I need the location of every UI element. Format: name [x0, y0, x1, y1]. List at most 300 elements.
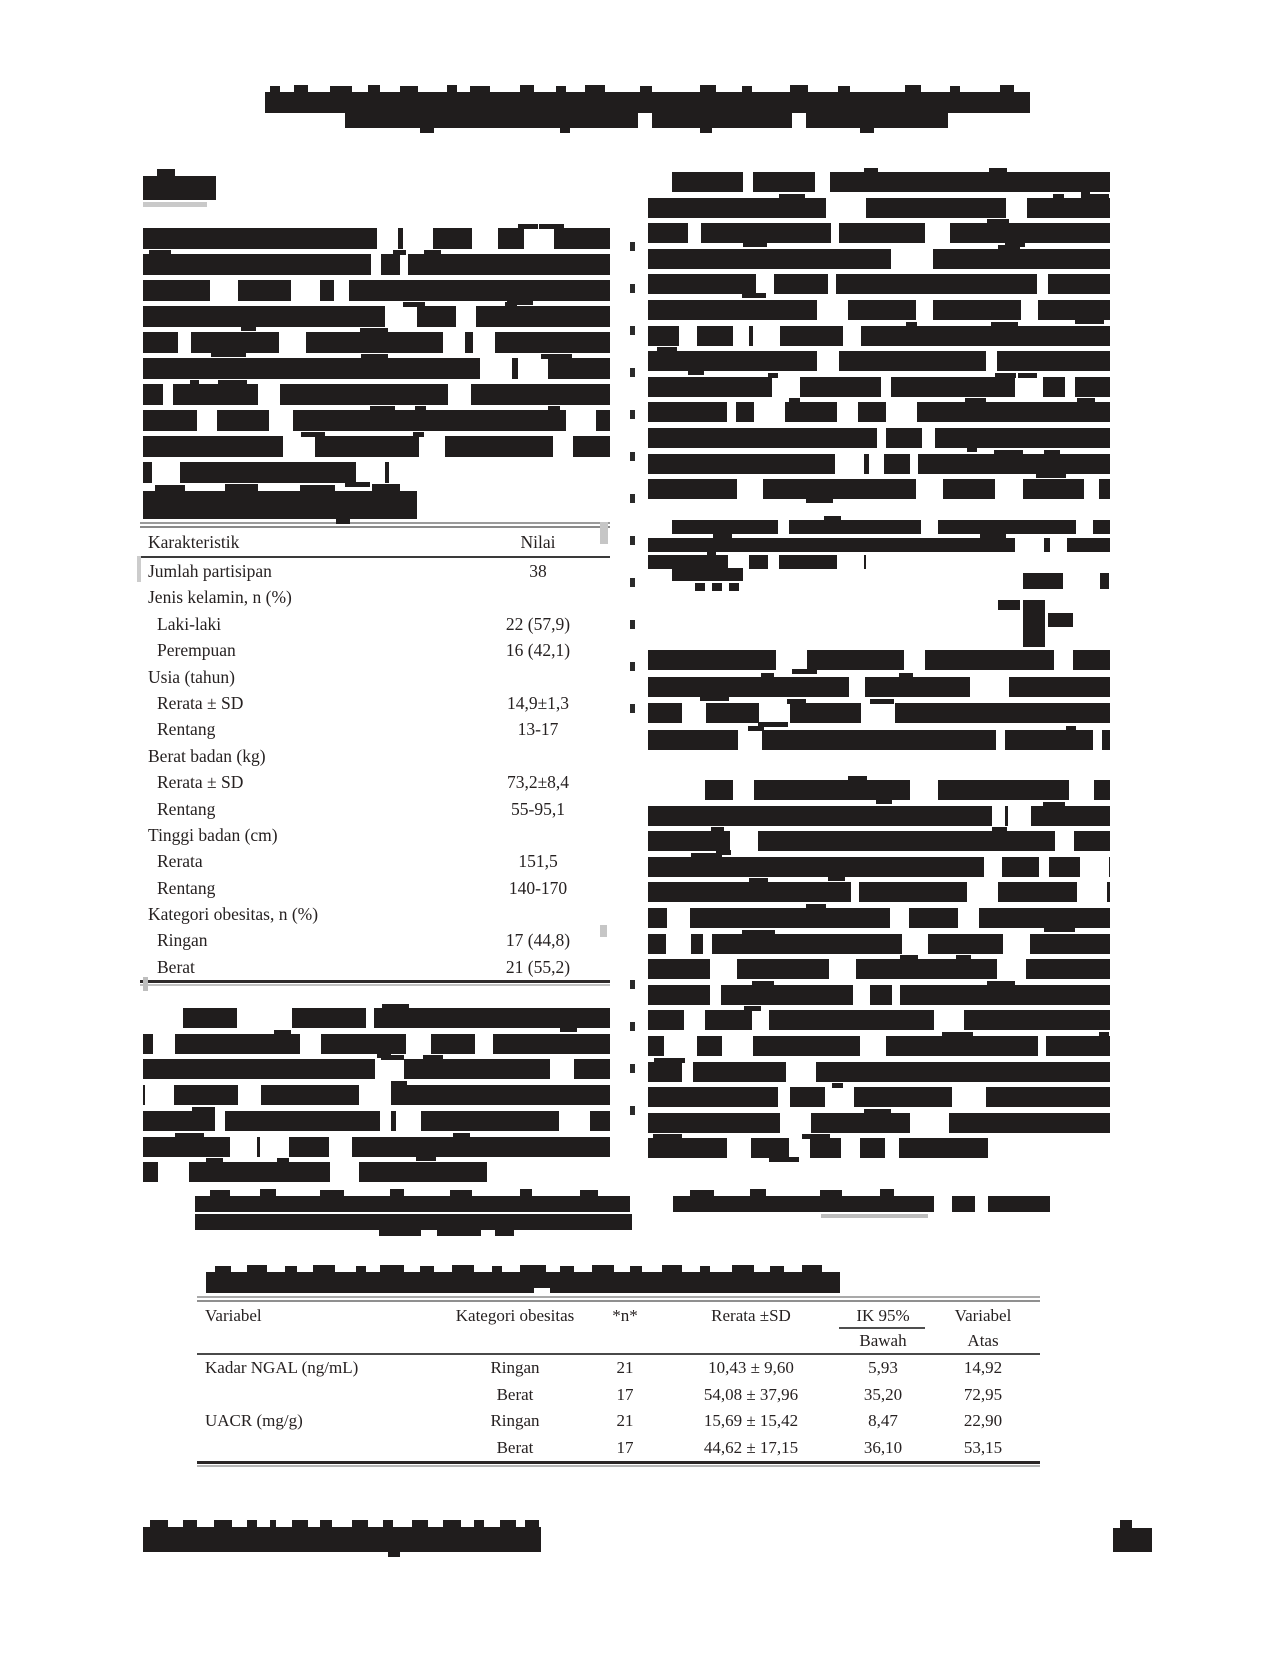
redaction-bar: [420, 128, 434, 133]
column-header-value: Nilai: [520, 532, 556, 552]
redaction-gap: [753, 326, 780, 346]
redaction-gap: [406, 1034, 431, 1054]
redaction-gap: [817, 351, 839, 371]
redaction-gap: [886, 402, 917, 422]
redaction-gap: [837, 402, 858, 422]
redaction-bump: [995, 373, 1015, 378]
cell-value: 14,9±1,3: [506, 692, 570, 713]
column-header-variable2: Variabel: [954, 1306, 1012, 1325]
table-rule: [197, 1461, 1040, 1468]
table-row: [197, 1435, 1040, 1462]
redacted-line: [648, 703, 1110, 723]
redaction-bar: [700, 128, 712, 133]
redaction-bump: [415, 406, 426, 411]
redaction-bar: [770, 1266, 784, 1272]
redaction-bar: [998, 600, 1020, 610]
cell-value: 21 (55,2): [505, 956, 571, 977]
redaction-gap: [759, 703, 790, 723]
redaction-bump: [752, 981, 774, 986]
redaction-bump: [657, 347, 677, 352]
redaction-bump: [1081, 194, 1109, 199]
redaction-bump: [1044, 927, 1075, 932]
redaction-bar: [695, 583, 705, 591]
redaction-bump: [393, 250, 406, 255]
redacted-text-line: [195, 1196, 630, 1212]
redaction-gap: [480, 358, 512, 379]
redaction-gap: [684, 1010, 705, 1030]
redaction-bump: [416, 1156, 436, 1161]
redacted-line: [648, 555, 866, 569]
redaction-bar: [952, 1196, 975, 1212]
redaction-gap: [163, 384, 174, 405]
redaction-gap: [158, 1162, 188, 1182]
gutter-dash: [630, 1106, 635, 1115]
redacted-table2-caption: [206, 1272, 840, 1293]
redacted-table1-caption: [143, 491, 417, 519]
redaction-gap: [910, 454, 918, 474]
redaction-gap: [847, 198, 866, 218]
cell-label: Perempuan: [157, 640, 236, 661]
redaction-bump: [1043, 802, 1064, 807]
redaction-gap: [825, 1087, 853, 1107]
table-header-row: [197, 1302, 1040, 1329]
redaction-gap: [666, 934, 690, 954]
redaction-gap: [910, 780, 939, 800]
redaction-gap: [334, 280, 348, 301]
column-header-upper: Atas: [967, 1331, 999, 1350]
redaction-bar: [520, 1265, 546, 1272]
redaction-gap: [778, 520, 789, 534]
redaction-bar: [1100, 573, 1109, 589]
gutter-dash: [630, 494, 635, 503]
redaction-gap: [952, 1087, 984, 1107]
redaction-bump: [518, 224, 538, 229]
table-subheader-row: [197, 1329, 1040, 1353]
redaction-bump: [382, 1004, 408, 1009]
cell-mean-sd: 44,62 ± 17,15: [703, 1437, 799, 1457]
redaction-gap: [710, 959, 737, 979]
redaction-bump: [539, 224, 564, 229]
redaction-gap: [967, 882, 998, 902]
redaction-bar: [860, 128, 874, 133]
redaction-gap: [986, 351, 997, 371]
redaction-bar: [150, 1520, 168, 1527]
gutter-dash: [630, 536, 635, 545]
redaction-bar: [143, 202, 207, 207]
redacted-line: [648, 351, 1110, 371]
redaction-gap: [853, 985, 870, 1005]
redacted-line: [143, 384, 610, 405]
redaction-bump: [277, 1158, 289, 1163]
redaction-gap: [667, 908, 690, 928]
redaction-gap: [216, 280, 238, 301]
redaction-bar: [492, 1266, 502, 1272]
redaction-gap: [682, 703, 706, 723]
redacted-line: [143, 462, 389, 483]
gutter-dash: [630, 368, 635, 377]
redaction-bump: [779, 194, 805, 199]
redaction-gap: [1039, 857, 1049, 877]
redaction-gap: [1084, 479, 1099, 499]
redaction-gap: [861, 703, 880, 723]
redaction-bar: [880, 1189, 894, 1196]
table-ngal-uacr: [197, 1296, 1040, 1468]
redaction-gap: [360, 1085, 391, 1105]
redaction-bar: [247, 1265, 267, 1272]
redaction-gap: [831, 223, 839, 243]
redaction-bump: [370, 406, 395, 411]
redaction-bump: [1044, 450, 1060, 455]
redaction-gap: [366, 1008, 373, 1028]
redacted-line: [143, 1111, 610, 1131]
redacted-line: [648, 377, 1110, 397]
redaction-gap: [904, 650, 925, 670]
redaction-bump: [802, 1134, 830, 1139]
redacted-page-number: [1113, 1528, 1152, 1552]
redaction-gap: [550, 1059, 563, 1079]
redaction-bump: [806, 498, 832, 503]
gutter-dash: [630, 578, 635, 587]
cell-label: Jenis kelamin, n (%): [148, 587, 292, 608]
redaction-bump: [190, 380, 199, 385]
redaction-bar: [700, 85, 716, 92]
redaction-bar: [905, 85, 921, 92]
redaction-bar: [1000, 85, 1014, 92]
cell-value: 55-95,1: [511, 798, 565, 819]
redaction-bar: [1048, 613, 1073, 627]
redaction-bump: [980, 534, 1006, 539]
redacted-line: [143, 436, 610, 457]
redaction-gap: [958, 908, 979, 928]
redaction-bump: [864, 168, 878, 173]
redaction-bump: [1075, 319, 1104, 324]
table-row: [140, 875, 610, 901]
cell-ci-lower: 8,47: [868, 1411, 898, 1430]
redacted-line: [143, 410, 610, 431]
cell-ci-upper: 72,95: [963, 1384, 1003, 1404]
redaction-gap: [178, 332, 191, 353]
redacted-line: [705, 780, 1110, 800]
cell-ci-lower: 5,93: [868, 1358, 898, 1377]
redaction-gap: [1008, 806, 1031, 826]
redaction-gap: [849, 677, 865, 697]
gutter-dash: [630, 326, 635, 335]
redaction-gap: [385, 306, 417, 327]
redaction-bar: [560, 128, 570, 133]
redaction-bar: [790, 85, 808, 92]
redaction-bar: [520, 85, 534, 92]
redaction-gap: [238, 1085, 261, 1105]
cell-mean-sd: 54,08 ± 37,96: [703, 1384, 799, 1404]
redaction-bump: [218, 380, 247, 385]
redaction-gap: [728, 555, 750, 569]
redaction-bar: [732, 1265, 754, 1272]
redaction-bump: [423, 1055, 443, 1060]
redacted-line: [648, 677, 1110, 697]
cell-value: 17 (44,8): [505, 930, 571, 951]
redaction-bar: [412, 1520, 428, 1527]
redaction-bump: [956, 955, 970, 960]
redaction-bar: [300, 485, 335, 491]
redaction-bump: [787, 699, 806, 704]
cell-label: Berat: [157, 956, 195, 977]
redacted-line: [648, 223, 1110, 243]
redaction-bump: [998, 245, 1021, 250]
redaction-bar: [292, 1520, 308, 1527]
redaction-gap: [1021, 300, 1039, 320]
redacted-line: [648, 857, 1110, 877]
redaction-bar: [742, 86, 752, 92]
redaction-bump: [234, 352, 246, 357]
redaction-bar: [1120, 1520, 1132, 1528]
redaction-gap: [1054, 650, 1073, 670]
cell-label: Rerata: [157, 851, 203, 872]
redaction-gap: [878, 703, 895, 723]
table-row: [140, 690, 610, 716]
redaction-gap: [925, 223, 950, 243]
redaction-bar: [285, 1266, 297, 1272]
redaction-gap: [1006, 198, 1028, 218]
redaction-bump: [301, 432, 326, 437]
redaction-gap: [828, 274, 836, 294]
table-characteristics: [140, 522, 610, 986]
redaction-gap: [837, 555, 863, 569]
table-row: [197, 1408, 1040, 1435]
cell-label: Laki-laki: [157, 613, 222, 634]
redaction-gap: [817, 300, 848, 320]
redaction-bar: [215, 1266, 231, 1272]
cell-ci-lower: 35,20: [863, 1384, 903, 1404]
redaction-gap: [473, 332, 496, 353]
redaction-bar: [225, 484, 258, 491]
redaction-bar: [600, 925, 607, 937]
redaction-bump: [761, 673, 773, 678]
redaction-bar: [1023, 600, 1045, 647]
redaction-gap: [786, 1062, 816, 1082]
redaction-gap: [730, 831, 758, 851]
redaction-gap: [922, 1113, 949, 1133]
redaction-bar: [580, 1190, 598, 1196]
redacted-line: [648, 934, 1110, 954]
table-row: [140, 584, 610, 610]
redaction-bar: [247, 1520, 257, 1527]
cell-category: Ringan: [490, 1358, 540, 1377]
cell-value: 22 (57,9): [505, 613, 571, 634]
cell-mean-sd: 15,69 ± 15,42: [703, 1411, 799, 1430]
cell-n: 17: [616, 1384, 634, 1404]
redacted-paragraph-right-3: [648, 650, 1110, 758]
redacted-line: [143, 332, 610, 353]
redaction-gap: [1055, 831, 1074, 851]
cell-value: 16 (42,1): [505, 640, 571, 661]
gutter-dash: [630, 1064, 635, 1073]
redacted-line: [648, 730, 1110, 750]
redacted-paragraph-left-2: [143, 1008, 610, 1184]
redaction-bump: [906, 322, 917, 327]
redaction-gap: [710, 985, 721, 1005]
redaction-bar: [157, 169, 175, 176]
redaction-gap: [789, 1138, 810, 1158]
redacted-footer: [143, 1527, 541, 1552]
redaction-gap: [330, 1162, 359, 1182]
cell-ci-upper: 53,15: [963, 1437, 1003, 1457]
redacted-line: [183, 1008, 610, 1028]
redaction-bump: [700, 696, 729, 701]
redaction-gap: [997, 959, 1026, 979]
cell-label: Rentang: [157, 719, 216, 740]
redaction-gap: [679, 326, 698, 346]
redaction-gap: [916, 300, 932, 320]
redaction-gap: [553, 436, 573, 457]
redaction-gap: [291, 280, 320, 301]
redaction-gap: [743, 172, 754, 192]
redaction-bar: [525, 1520, 539, 1527]
redaction-gap: [356, 462, 384, 483]
cell-label: Rentang: [157, 798, 216, 819]
table-header-row: [140, 528, 610, 556]
redaction-bump: [870, 699, 894, 704]
redaction-gap: [375, 1059, 394, 1079]
redaction-gap: [727, 1138, 750, 1158]
redaction-bump: [211, 352, 234, 357]
redaction-bump: [1066, 726, 1076, 731]
redaction-gap: [835, 454, 864, 474]
cell-variable: UACR (mg/g): [205, 1411, 303, 1430]
redacted-line: [648, 985, 1110, 1005]
cell-value: 38: [529, 561, 547, 581]
redaction-bar: [320, 1190, 344, 1196]
redaction-bump: [742, 930, 764, 935]
column-header-mean-sd: Rerata ±SD: [711, 1306, 791, 1325]
redacted-line: [648, 402, 1110, 422]
redaction-bar: [700, 1266, 710, 1272]
redaction-gap: [738, 730, 762, 750]
redacted-line: [648, 326, 1110, 346]
redacted-paragraph-right-4: [648, 780, 1110, 1160]
redaction-gap: [400, 254, 409, 275]
table-row: [197, 1355, 1040, 1382]
redaction-bump: [748, 726, 760, 731]
redaction-bump: [541, 354, 571, 359]
redaction-gap: [215, 1111, 226, 1131]
redaction-gap: [524, 228, 554, 249]
redaction-bar: [630, 1266, 642, 1272]
redaction-gap: [829, 959, 856, 979]
redacted-paragraph-left-1: [143, 228, 610, 484]
redacted-line: [648, 959, 1110, 979]
redaction-gap: [752, 1010, 770, 1030]
redaction-gap: [260, 1137, 289, 1157]
gutter-dash: [630, 410, 635, 419]
redaction-gap: [559, 1111, 591, 1131]
redaction-bump: [1099, 1032, 1109, 1037]
redaction-gap: [152, 462, 180, 483]
cell-value: 73,2±8,4: [506, 772, 570, 793]
redaction-gap: [443, 332, 465, 353]
redaction-gap: [1015, 377, 1043, 397]
redaction-gap: [448, 384, 471, 405]
redaction-gap: [772, 377, 800, 397]
redacted-line: [648, 1113, 1110, 1133]
redaction-bar: [313, 1265, 335, 1272]
redaction-gap: [860, 1036, 885, 1056]
column-header-category: Kategori obesitas: [455, 1306, 575, 1325]
redaction-bar: [560, 1266, 574, 1272]
redaction-bump: [942, 1032, 973, 1037]
redacted-line: [648, 428, 1110, 448]
redaction-gap: [419, 436, 445, 457]
redaction-gap: [885, 1138, 898, 1158]
redaction-bump: [654, 1058, 685, 1063]
redaction-bar: [452, 1265, 474, 1272]
redaction-gap: [851, 882, 860, 902]
redaction-bar: [330, 86, 352, 92]
redacted-paragraph-right-2: [648, 520, 1110, 572]
redacted-line: [648, 300, 1110, 320]
cell-variable: Kadar NGAL (ng/mL): [205, 1358, 359, 1377]
redaction-bar: [806, 113, 948, 128]
redacted-line: [648, 1036, 1110, 1056]
table-row: [140, 664, 610, 690]
redacted-line: [648, 806, 1110, 826]
redaction-gap: [761, 274, 773, 294]
redacted-line: [648, 198, 1110, 218]
redaction-bar: [1023, 573, 1063, 589]
redaction-bar: [372, 484, 400, 491]
cell-label: Rerata ± SD: [157, 692, 244, 713]
cell-label: Tinggi badan (cm): [148, 824, 278, 845]
column-header-n: *n*: [612, 1306, 638, 1325]
redaction-bump: [691, 853, 721, 858]
gutter-dash: [630, 452, 635, 461]
redaction-bar: [260, 1189, 276, 1196]
cell-n: 21: [616, 1411, 634, 1430]
redaction-bump: [994, 450, 1023, 455]
cell-label: Jumlah partisipan: [148, 561, 272, 581]
redaction-bar: [388, 1552, 400, 1557]
redaction-bar: [380, 1265, 404, 1272]
table-rule: [140, 980, 610, 986]
redaction-gap: [1080, 857, 1109, 877]
redaction-bar: [270, 1520, 276, 1527]
redaction-bar: [820, 1190, 842, 1196]
redaction-gap: [826, 198, 847, 218]
redaction-bump: [749, 878, 768, 883]
redaction-bump: [653, 1134, 682, 1139]
redacted-line: [648, 479, 1110, 499]
redacted-line: [143, 228, 610, 249]
redaction-gap: [377, 228, 398, 249]
redaction-bar: [437, 1230, 481, 1236]
cell-label: Usia (tahun): [148, 666, 235, 687]
redaction-bar: [802, 1265, 822, 1272]
cell-category: Berat: [496, 1437, 534, 1457]
redaction-gap: [688, 223, 701, 243]
redaction-bump: [989, 168, 1006, 173]
redaction-bump: [345, 482, 369, 487]
redaction-bump: [1036, 473, 1067, 478]
redaction-bar: [420, 1266, 434, 1272]
redaction-bump: [453, 1133, 470, 1138]
redaction-gap: [841, 1138, 860, 1158]
redaction-gap: [145, 1085, 175, 1105]
redaction-gap: [996, 730, 1005, 750]
cell-label: Ringan: [157, 930, 208, 951]
redaction-bump: [208, 1158, 219, 1163]
redaction-gap: [237, 1008, 267, 1028]
redaction-bump: [1077, 398, 1095, 403]
redaction-bar: [988, 1196, 1050, 1212]
